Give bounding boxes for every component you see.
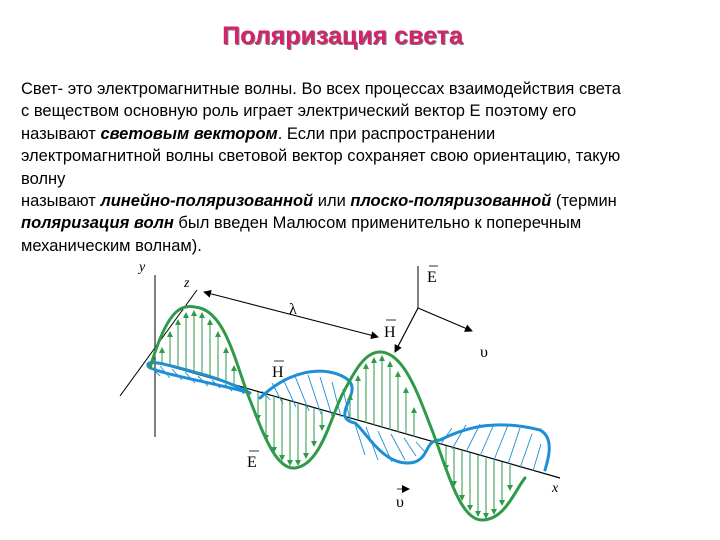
page-title: Поляризация света [222, 22, 463, 50]
triad-h-arrow [395, 308, 418, 352]
text-line: механическим волнам). [21, 236, 202, 255]
term-plane-polarized: плоско-поляризованной [350, 192, 552, 211]
text-span: называют [21, 124, 101, 143]
term-wave-polarization: поляризация волн [21, 214, 174, 233]
h-right-label: H [384, 324, 396, 341]
text-span: (термин [551, 192, 617, 211]
text-span: . Если при распространении [277, 124, 496, 143]
v-bottom-label: υ [396, 494, 404, 511]
z-axis-label: z [184, 276, 190, 291]
text-span: или [313, 192, 351, 211]
text-line: с веществом основную роль играет электрический вектор Е поэтому его [21, 102, 577, 121]
h-wave-hatch [132, 362, 542, 462]
e-wave-arrows [162, 311, 510, 518]
lambda-label: λ [289, 301, 297, 318]
term-linear-polarized: линейно-поляризованной [100, 192, 314, 211]
h-wave-curve [148, 363, 549, 470]
triad-v-arrow [418, 308, 472, 331]
e-corner-label: E [427, 269, 437, 286]
text-line: волну [21, 169, 66, 188]
text-line: электромагнитной волны световой вектор сохраняет свою ориентацию, такую [21, 147, 621, 166]
e-wave-curve [150, 307, 525, 520]
x-axis-label: x [552, 481, 559, 496]
v-corner-label: υ [480, 344, 488, 361]
text-span: был введен Малюсом применительно к поперечным [173, 214, 582, 233]
h-left-label: H [272, 364, 284, 381]
y-axis-label: y [139, 260, 146, 275]
text-line: Свет- это электромагнитные волны. Во всех процессах взаимодействия света [21, 80, 621, 98]
text-span: называют [21, 192, 101, 211]
e-left-label: E [247, 454, 257, 471]
term-light-vector: световым вектором [100, 124, 278, 143]
